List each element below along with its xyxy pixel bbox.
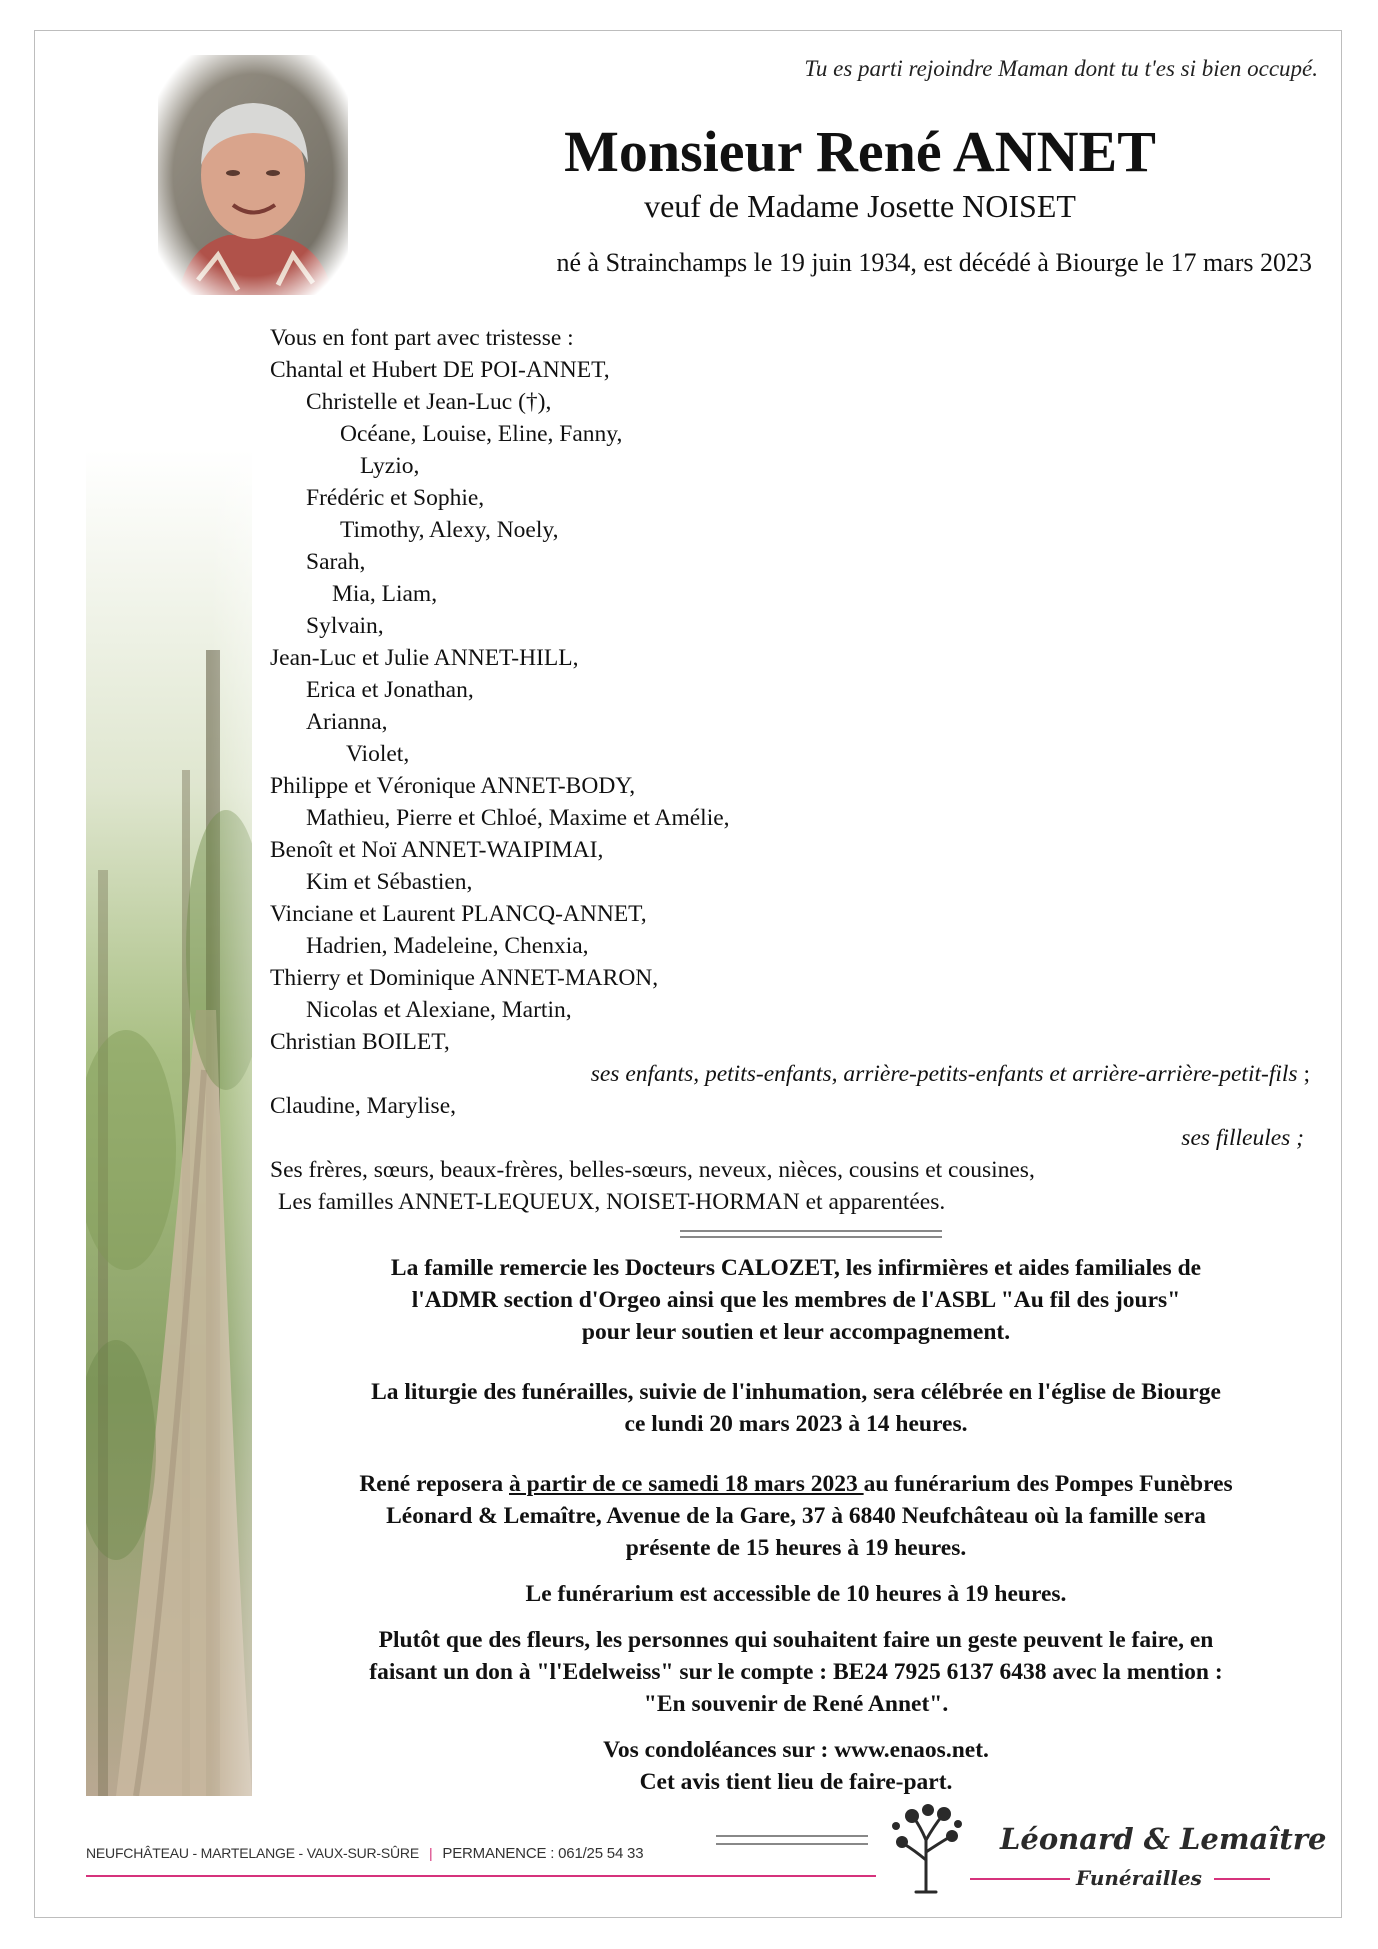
brand-name: Léonard & Lemaître (1000, 1822, 1327, 1856)
footer-contact (86, 1845, 643, 1862)
notice-block (270, 1252, 1322, 1818)
rest-date: à partir de ce samedi 18 mars 2023 (509, 1471, 864, 1497)
donation-paragraph (270, 1624, 1322, 1720)
family-member: Timothy, Alexy, Noely, (340, 517, 559, 543)
brand-accent-line (970, 1878, 1070, 1880)
donation-line: "En souvenir de René Annet". (643, 1691, 949, 1717)
family-list (270, 322, 1310, 1218)
closing-line: Cet avis tient lieu de faire-part. (639, 1769, 953, 1795)
portrait-photo (158, 55, 348, 295)
footer-separator: | (428, 1845, 433, 1861)
epigraph: Tu es parti rejoindre Maman dont tu t'es si bien occupé. (804, 56, 1318, 81)
family-member: Mia, Liam, (332, 581, 438, 607)
family-member: Erica et Jonathan, (306, 677, 474, 703)
footer-locations: NEUFCHÂTEAU - MARTELANGE - VAUX-SUR-SÛRE (86, 1845, 419, 1861)
deceased-header (400, 120, 1320, 225)
condolences-line: Vos condoléances sur : www.enaos.net. (603, 1737, 989, 1763)
family-intro: Vous en font part avec tristesse : (270, 325, 574, 351)
access-paragraph: Le funérarium est accessible de 10 heures à 19 heures. (525, 1581, 1067, 1607)
tree-logo-icon (886, 1800, 966, 1896)
descendants-suffix: ; (1297, 1061, 1310, 1087)
thanks-line: La famille remercie les Docteurs CALOZET, les infirmières et aides familiales de (390, 1255, 1202, 1281)
family-member: Océane, Louise, Eline, Fanny, (340, 421, 623, 447)
family-member: Christelle et Jean-Luc (†), (306, 389, 552, 415)
liturgy-line: ce lundi 20 mars 2023 à 14 heures. (624, 1411, 968, 1437)
family-member: Christian BOILET, (270, 1029, 450, 1055)
footer-accent-line (86, 1875, 876, 1877)
spouse-line: veuf de Madame Josette NOISET (644, 187, 1076, 224)
family-member: Sylvain, (306, 613, 384, 639)
family-member: Mathieu, Pierre et Chloé, Maxime et Amélie, (306, 805, 730, 831)
family-member: Benoît et Noï ANNET-WAIPIMAI, (270, 837, 604, 863)
family-member: Kim et Sébastien, (306, 869, 473, 895)
rest-line: présente de 15 heures à 19 heures. (625, 1535, 967, 1561)
brand-logo (886, 1800, 1327, 1900)
goddaughters-label: ses filleules ; (1181, 1125, 1304, 1151)
family-member: Frédéric et Sophie, (306, 485, 485, 511)
forest-path-photo (86, 450, 252, 1796)
deceased-name: Monsieur René ANNET (564, 119, 1156, 184)
rest-suffix: au funérarium des Pompes Funèbres (863, 1471, 1233, 1497)
family-member: Nicolas et Alexiane, Martin, (306, 997, 572, 1023)
section-divider (680, 1230, 942, 1238)
family-member: Hadrien, Madeleine, Chenxia, (306, 933, 589, 959)
liturgy-paragraph (270, 1376, 1322, 1440)
footer-permanence: PERMANENCE : 061/25 54 33 (442, 1845, 644, 1862)
family-member: Lyzio, (360, 453, 420, 479)
condolences-paragraph (270, 1734, 1322, 1798)
footer-divider (716, 1835, 868, 1845)
family-member: Violet, (346, 741, 410, 767)
rest-prefix: René reposera (359, 1471, 509, 1497)
liturgy-line: La liturgie des funérailles, suivie de l'inhumation, sera célébrée en l'église de Biourge (371, 1379, 1221, 1405)
family-member: Jean-Luc et Julie ANNET-HILL, (270, 645, 579, 671)
family-member: Arianna, (306, 709, 388, 735)
rest-paragraph (270, 1468, 1322, 1564)
birth-death-line: né à Strainchamps le 19 juin 1934, est décédé à Biourge le 17 mars 2023 (556, 248, 1312, 277)
family-member: Philippe et Véronique ANNET-BODY, (270, 773, 636, 799)
descendants-label (270, 1058, 1310, 1090)
family-member: Chantal et Hubert DE POI-ANNET, (270, 357, 610, 383)
descendants-label-text: ses enfants, petits-enfants, arrière-petits-enfants et arrière-arrière-petit-fils (590, 1061, 1298, 1087)
brand-accent-line (1214, 1878, 1270, 1880)
donation-line: Plutôt que des fleurs, les personnes qui souhaitent faire un geste peuvent le faire, en (378, 1627, 1214, 1653)
goddaughters: Claudine, Marylise, (270, 1093, 457, 1119)
siblings-line: Ses frères, sœurs, beaux-frères, belles-sœurs, neveux, nièces, cousins et cousines, (270, 1157, 1035, 1183)
thanks-line: pour leur soutien et leur accompagnement. (581, 1319, 1011, 1345)
brand-subtitle: Funérailles (1076, 1866, 1202, 1890)
families-line: Les familles ANNET-LEQUEUX, NOISET-HORMAN et apparentées. (278, 1189, 946, 1215)
thanks-paragraph (270, 1252, 1322, 1348)
family-member: Thierry et Dominique ANNET-MARON, (270, 965, 659, 991)
thanks-line: l'ADMR section d'Orgeo ainsi que les membres de l'ASBL "Au fil des jours" (411, 1287, 1181, 1313)
donation-line: faisant un don à "l'Edelweiss" sur le compte : BE24 7925 6137 6438 avec la mention : (369, 1659, 1223, 1685)
rest-line: Léonard & Lemaître, Avenue de la Gare, 37 à 6840 Neufchâteau où la famille sera (386, 1503, 1206, 1529)
family-member: Sarah, (306, 549, 366, 575)
family-member: Vinciane et Laurent PLANCQ-ANNET, (270, 901, 647, 927)
